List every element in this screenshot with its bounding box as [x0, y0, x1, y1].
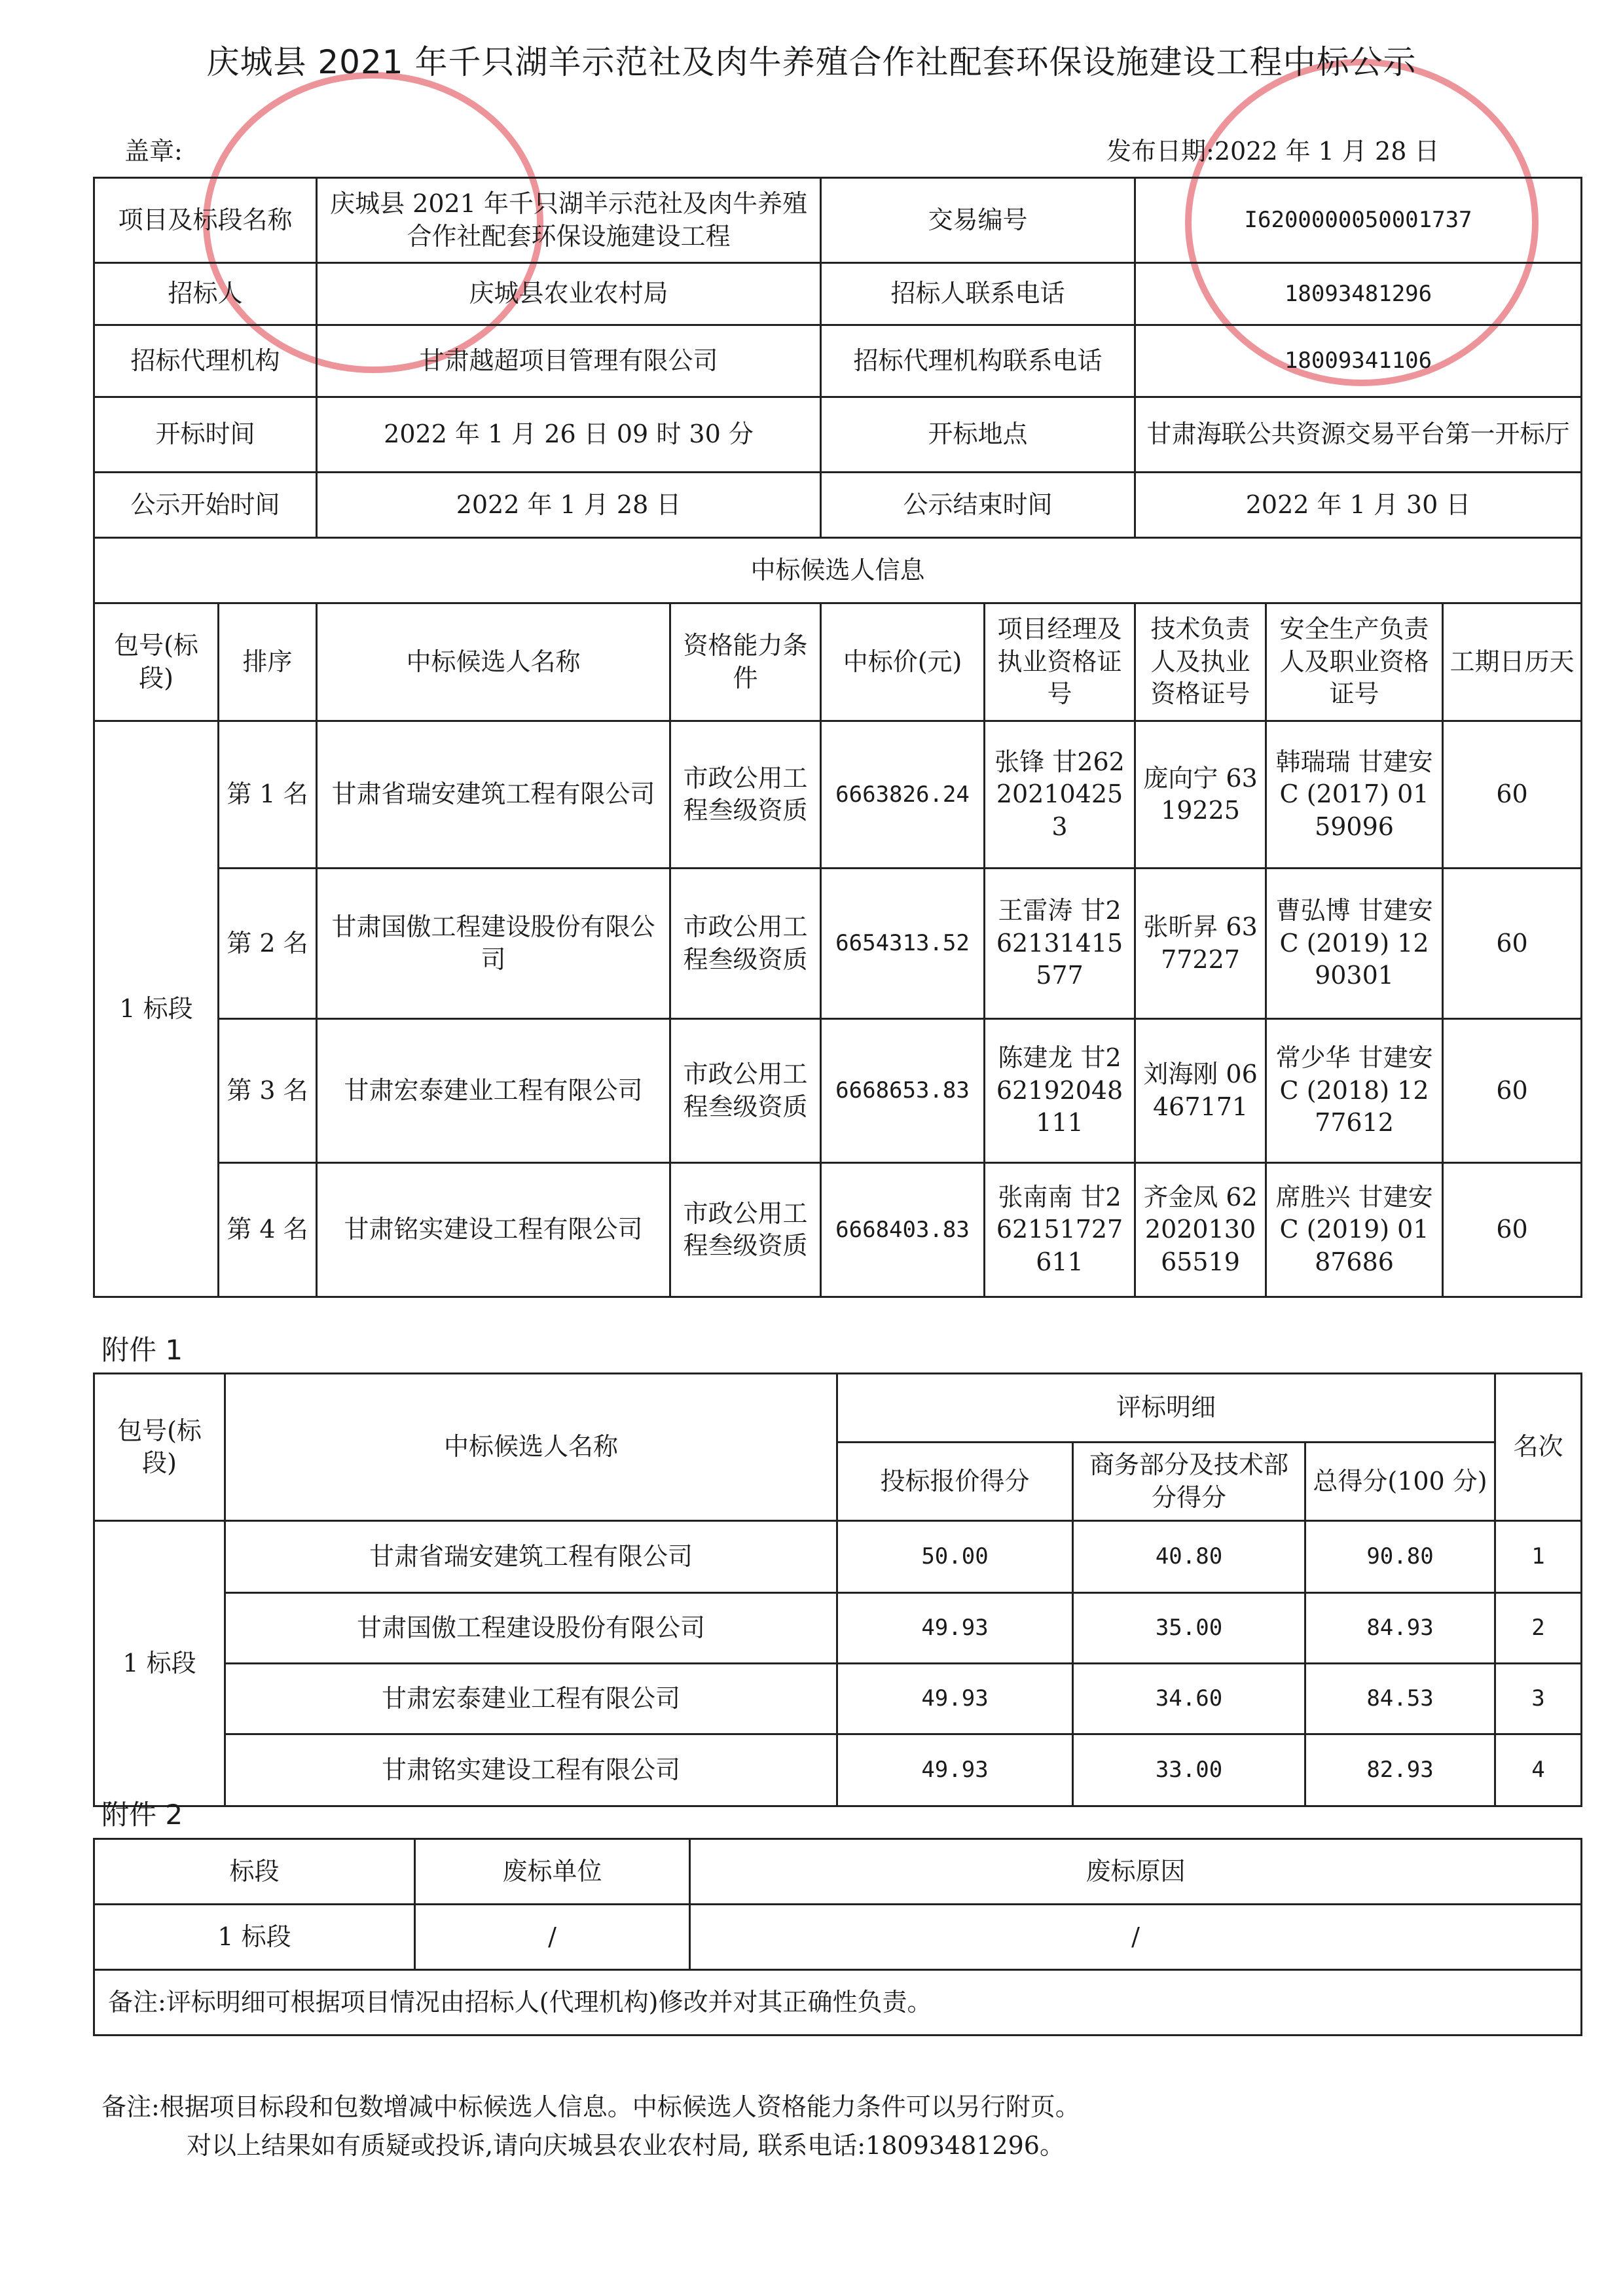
rank-cell: 2	[1495, 1593, 1582, 1664]
price-score-cell: 49.93	[837, 1664, 1073, 1734]
table-row	[94, 1734, 1582, 1806]
agency-label: 招标代理机构	[94, 325, 317, 397]
disqualified-table	[93, 1838, 1582, 2036]
section-cell: 1 标段	[94, 1905, 415, 1970]
rank-cell: 第 3 名	[219, 1019, 317, 1163]
col-total: 总得分(100 分)	[1305, 1443, 1495, 1521]
price-score-cell: 49.93	[837, 1593, 1073, 1664]
col-safety: 安全生产负责人及职业资格证号	[1266, 603, 1443, 721]
col-reason: 废标原因	[690, 1839, 1582, 1905]
page-title: 庆城县 2021 年千只湖羊示范社及肉牛养殖合作社配套环保设施建设工程中标公示	[206, 43, 1417, 81]
col-price-score: 投标报价得分	[837, 1443, 1073, 1521]
days-cell: 60	[1443, 721, 1582, 869]
days-cell: 60	[1443, 1019, 1582, 1163]
candidate-name: 甘肃国傲工程建设股份有限公司	[317, 869, 670, 1019]
package-cell: 1 标段	[94, 721, 219, 1297]
pub-end: 2022 年 1 月 30 日	[1135, 473, 1582, 538]
price-cell: 6654313.52	[821, 869, 985, 1019]
safety-cell: 席胜兴 甘建安 C (2019) 0187686	[1266, 1163, 1443, 1297]
publish-date: 发布日期:2022 年 1 月 28 日	[1106, 137, 1440, 166]
col-unit: 废标单位	[415, 1839, 690, 1905]
table-row	[94, 1664, 1582, 1734]
price-cell: 6663826.24	[821, 721, 985, 869]
table-row	[94, 1163, 1582, 1297]
open-place: 甘肃海联公共资源交易平台第一开标厅	[1135, 397, 1582, 473]
agency-phone-label: 招标代理机构联系电话	[821, 325, 1135, 397]
total-cell: 82.93	[1305, 1734, 1495, 1806]
col-pm: 项目经理及执业资格证号	[985, 603, 1135, 721]
total-cell: 84.53	[1305, 1664, 1495, 1734]
safety-cell: 曹弘博 甘建安 C (2019) 1290301	[1266, 869, 1443, 1019]
table-row	[94, 1593, 1582, 1664]
tech-cell: 庞向宁 6319225	[1135, 721, 1266, 869]
safety-cell: 常少华 甘建安 C (2018) 1277612	[1266, 1019, 1443, 1163]
open-time: 2022 年 1 月 26 日 09 时 30 分	[317, 397, 821, 473]
price-score-cell: 49.93	[837, 1734, 1073, 1806]
pm-cell: 王雷涛 甘262131415577	[985, 869, 1135, 1019]
pub-end-label: 公示结束时间	[821, 473, 1135, 538]
pm-cell: 陈建龙 甘262192048111	[985, 1019, 1135, 1163]
candidate-name: 甘肃铭实建设工程有限公司	[225, 1734, 837, 1806]
tenderer-phone: 18093481296	[1135, 263, 1582, 325]
rank-cell: 第 2 名	[219, 869, 317, 1019]
pm-cell: 张锋 甘262202104253	[985, 721, 1135, 869]
table-row	[94, 721, 1582, 869]
score-detail-table	[93, 1372, 1582, 1807]
open-place-label: 开标地点	[821, 397, 1135, 473]
rank-cell: 第 1 名	[219, 721, 317, 869]
tech-cell: 张昕昇 6377227	[1135, 869, 1266, 1019]
attachment2-label: 附件 2	[101, 1799, 183, 1831]
biz-score-cell: 34.60	[1073, 1664, 1305, 1734]
tenderer-label: 招标人	[94, 263, 317, 325]
pub-start: 2022 年 1 月 28 日	[317, 473, 821, 538]
qual-cell: 市政公用工程叁级资质	[670, 1019, 821, 1163]
pm-cell: 张南南 甘262151727611	[985, 1163, 1135, 1297]
candidate-name: 甘肃宏泰建业工程有限公司	[317, 1019, 670, 1163]
note-line-2: 对以上结果如有质疑或投诉,请向庆城县农业农村局, 联系电话:18093481296。	[187, 2130, 1065, 2160]
col-rank: 排序	[219, 603, 317, 721]
candidate-name: 甘肃省瑞安建筑工程有限公司	[317, 721, 670, 869]
total-cell: 84.93	[1305, 1593, 1495, 1664]
bid-info-table	[93, 177, 1582, 1298]
col-section: 标段	[94, 1839, 415, 1905]
project-name: 庆城县 2021 年千只湖羊示范社及肉牛养殖合作社配套环保设施建设工程	[317, 178, 821, 263]
biz-score-cell: 40.80	[1073, 1521, 1305, 1593]
rank-cell: 第 4 名	[219, 1163, 317, 1297]
table-row	[94, 1521, 1582, 1593]
days-cell: 60	[1443, 1163, 1582, 1297]
price-cell: 6668403.83	[821, 1163, 985, 1297]
candidate-name: 甘肃国傲工程建设股份有限公司	[225, 1593, 837, 1664]
col-name: 中标候选人名称	[317, 603, 670, 721]
col-price: 中标价(元)	[821, 603, 985, 721]
tech-cell: 刘海刚 06467171	[1135, 1019, 1266, 1163]
stamp-label: 盖章:	[124, 137, 183, 166]
tech-cell: 齐金凤 62202013065519	[1135, 1163, 1266, 1297]
table-row	[94, 869, 1582, 1019]
table-row	[94, 1905, 1582, 1970]
tenderer: 庆城县农业农村局	[317, 263, 821, 325]
qual-cell: 市政公用工程叁级资质	[670, 1163, 821, 1297]
package-cell: 1 标段	[94, 1521, 225, 1806]
days-cell: 60	[1443, 869, 1582, 1019]
qual-cell: 市政公用工程叁级资质	[670, 721, 821, 869]
footer-notes	[101, 2088, 1080, 2165]
unit-cell: /	[415, 1905, 690, 1970]
biz-score-cell: 35.00	[1073, 1593, 1305, 1664]
qual-cell: 市政公用工程叁级资质	[670, 869, 821, 1019]
col-package: 包号(标段)	[94, 603, 219, 721]
tenderer-phone-label: 招标人联系电话	[821, 263, 1135, 325]
col-biz-score: 商务部分及技术部分得分	[1073, 1443, 1305, 1521]
open-time-label: 开标时间	[94, 397, 317, 473]
rank-cell: 3	[1495, 1664, 1582, 1734]
biz-score-cell: 33.00	[1073, 1734, 1305, 1806]
col-package: 包号(标段)	[94, 1374, 225, 1521]
agency: 甘肃越超项目管理有限公司	[317, 325, 821, 397]
total-cell: 90.80	[1305, 1521, 1495, 1593]
col-tech: 技术负责人及执业资格证号	[1135, 603, 1266, 721]
attachment1-label: 附件 1	[101, 1334, 183, 1366]
col-detail: 评标明细	[837, 1374, 1495, 1443]
note-line-1: 备注:根据项目标段和包数增减中标候选人信息。中标候选人资格能力条件可以另行附页。	[101, 2092, 1080, 2121]
price-score-cell: 50.00	[837, 1521, 1073, 1593]
candidate-name: 甘肃省瑞安建筑工程有限公司	[225, 1521, 837, 1593]
col-days: 工期日历天	[1443, 603, 1582, 721]
attachment2-remark: 备注:评标明细可根据项目情况由招标人(代理机构)修改并对其正确性负责。	[94, 1970, 1582, 2036]
table-row	[94, 1019, 1582, 1163]
col-name: 中标候选人名称	[225, 1374, 837, 1521]
trade-no: I6200000050001737	[1135, 178, 1582, 263]
col-qual: 资格能力条件	[670, 603, 821, 721]
col-rank: 名次	[1495, 1374, 1582, 1521]
project-name-label: 项目及标段名称	[94, 178, 317, 263]
agency-phone: 18009341106	[1135, 325, 1582, 397]
safety-cell: 韩瑞瑞 甘建安 C (2017) 0159096	[1266, 721, 1443, 869]
trade-no-label: 交易编号	[821, 178, 1135, 263]
pub-start-label: 公示开始时间	[94, 473, 317, 538]
candidates-header: 中标候选人信息	[94, 538, 1582, 603]
price-cell: 6668653.83	[821, 1019, 985, 1163]
candidate-name: 甘肃铭实建设工程有限公司	[317, 1163, 670, 1297]
candidate-name: 甘肃宏泰建业工程有限公司	[225, 1664, 837, 1734]
reason-cell: /	[690, 1905, 1582, 1970]
rank-cell: 1	[1495, 1521, 1582, 1593]
rank-cell: 4	[1495, 1734, 1582, 1806]
